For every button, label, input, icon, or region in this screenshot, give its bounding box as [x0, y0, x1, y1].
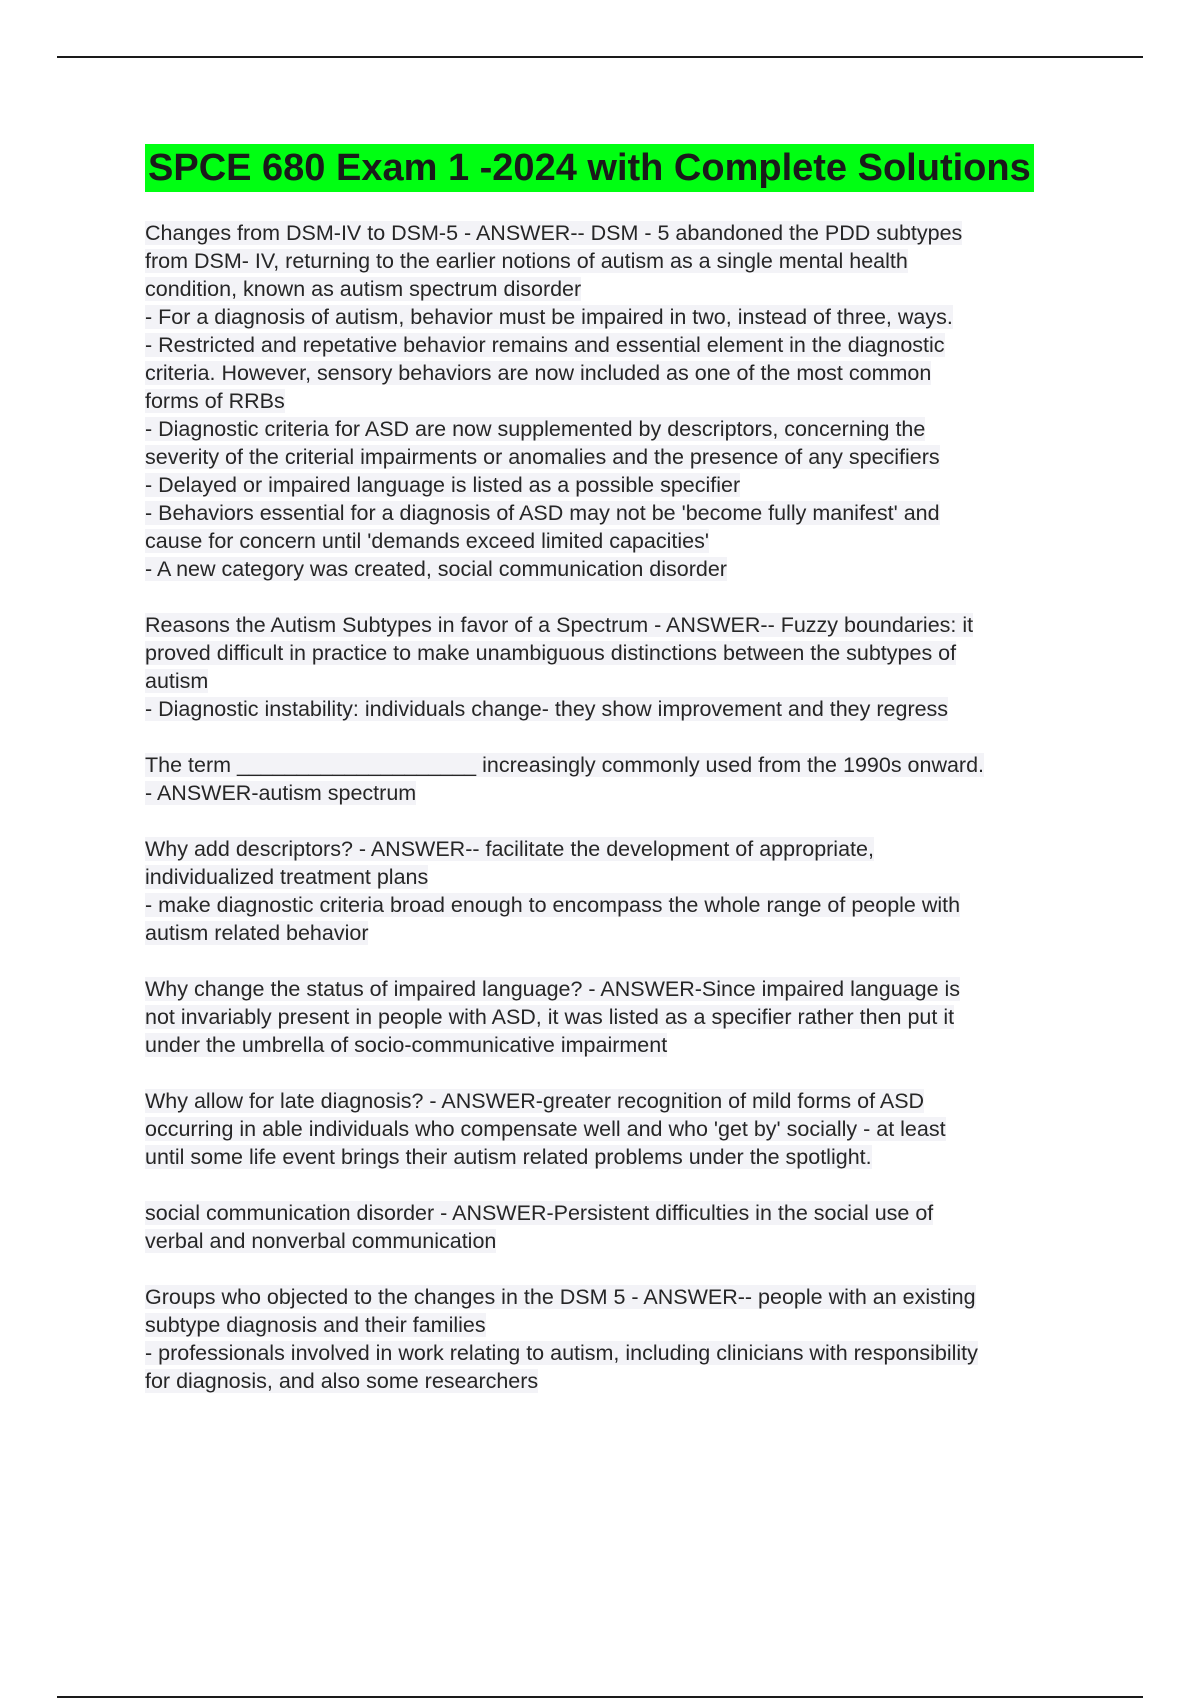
- qa-line: [145, 1283, 1085, 1311]
- qa-line: [145, 1199, 1085, 1227]
- qa-line-text: - ANSWER-autism spectrum: [145, 781, 417, 805]
- qa-line: [145, 975, 1085, 1003]
- qa-line-text: severity of the criterial impairments or anomalies and the presence of any specifiers: [145, 445, 940, 469]
- qa-line-text: - A new category was created, social communication disorder: [145, 557, 727, 581]
- qa-line: [145, 303, 1085, 331]
- qa-line: [145, 1115, 1085, 1143]
- qa-line-text: The term ____________________ increasingly commonly used from the 1990s onward.: [145, 753, 985, 777]
- qa-line: [145, 919, 1085, 947]
- qa-line-text: from DSM- IV, returning to the earlier notions of autism as a single mental health: [145, 249, 908, 273]
- qa-line: [145, 1031, 1085, 1059]
- qa-line-text: - Delayed or impaired language is listed as a possible specifier: [145, 473, 741, 497]
- qa-line-text: occurring in able individuals who compensate well and who 'get by' socially - at least: [145, 1117, 946, 1141]
- qa-line-text: condition, known as autism spectrum disorder: [145, 277, 582, 301]
- qa-line: [145, 1339, 1085, 1367]
- qa-line-text: autism: [145, 669, 209, 693]
- qa-line: [145, 219, 1085, 247]
- qa-line-text: verbal and nonverbal communication: [145, 1229, 497, 1253]
- qa-line-text: not invariably present in people with ASD, it was listed as a specifier rather then put it: [145, 1005, 955, 1029]
- qa-line-text: - professionals involved in work relating to autism, including clinicians with responsibility: [145, 1341, 978, 1365]
- qa-line-text: individualized treatment plans: [145, 865, 429, 889]
- qa-line-text: - For a diagnosis of autism, behavior must be impaired in two, instead of three, ways.: [145, 305, 953, 329]
- qa-line-text: - Diagnostic instability: individuals change- they show improvement and they regress: [145, 697, 949, 721]
- qa-line-text: cause for concern until 'demands exceed limited capacities': [145, 529, 709, 553]
- qa-line: [145, 891, 1085, 919]
- qa-line: [145, 527, 1085, 555]
- qa-line-text: - make diagnostic criteria broad enough to encompass the whole range of people with: [145, 893, 961, 917]
- qa-line-text: Reasons the Autism Subtypes in favor of a Spectrum - ANSWER-- Fuzzy boundaries: it: [145, 613, 974, 637]
- qa-line: [145, 695, 1085, 723]
- qa-line-text: proved difficult in practice to make unambiguous distinctions between the subtypes of: [145, 641, 957, 665]
- qa-line: [145, 275, 1085, 303]
- qa-line-text: autism related behavior: [145, 921, 369, 945]
- qa-line: [145, 471, 1085, 499]
- qa-line: [145, 1311, 1085, 1339]
- qa-item: [145, 751, 1085, 807]
- qa-line-text: for diagnosis, and also some researchers: [145, 1369, 539, 1393]
- qa-item: [145, 611, 1085, 723]
- qa-line-text: under the umbrella of socio-communicative impairment: [145, 1033, 668, 1057]
- qa-item: [145, 835, 1085, 947]
- qa-line-text: social communication disorder - ANSWER-Persistent difficulties in the social use of: [145, 1201, 934, 1225]
- qa-line: [145, 499, 1085, 527]
- qa-line-text: subtype diagnosis and their families: [145, 1313, 486, 1337]
- qa-line: [145, 1367, 1085, 1395]
- qa-line: [145, 443, 1085, 471]
- qa-line: [145, 1143, 1085, 1171]
- qa-line: [145, 751, 1085, 779]
- qa-line: [145, 863, 1085, 891]
- qa-line-text: forms of RRBs: [145, 389, 285, 413]
- bottom-rule: [57, 1696, 1143, 1698]
- qa-line-text: Why allow for late diagnosis? - ANSWER-greater recognition of mild forms of ASD: [145, 1089, 925, 1113]
- qa-item: [145, 975, 1085, 1059]
- qa-line: [145, 359, 1085, 387]
- qa-line: [145, 1227, 1085, 1255]
- qa-line: [145, 247, 1085, 275]
- document-title: SPCE 680 Exam 1 -2024 with Complete Solutions: [145, 144, 1034, 192]
- qa-line: [145, 415, 1085, 443]
- qa-line-text: - Diagnostic criteria for ASD are now supplemented by descriptors, concerning the: [145, 417, 926, 441]
- qa-line: [145, 1087, 1085, 1115]
- qa-line: [145, 1003, 1085, 1031]
- qa-line: [145, 331, 1085, 359]
- qa-line-text: - Behaviors essential for a diagnosis of ASD may not be 'become fully manifest' and: [145, 501, 940, 525]
- qa-line: [145, 387, 1085, 415]
- qa-line-text: criteria. However, sensory behaviors are now included as one of the most common: [145, 361, 932, 385]
- qa-item: [145, 1199, 1085, 1255]
- qa-line-text: Changes from DSM-IV to DSM-5 - ANSWER-- DSM - 5 abandoned the PDD subtypes: [145, 221, 963, 245]
- qa-line-text: Groups who objected to the changes in the DSM 5 - ANSWER-- people with an existing: [145, 1285, 976, 1309]
- qa-line: [145, 639, 1085, 667]
- qa-item: [145, 219, 1085, 583]
- qa-line: [145, 667, 1085, 695]
- title-block: [145, 144, 1085, 192]
- qa-item: [145, 1087, 1085, 1171]
- qa-line: [145, 835, 1085, 863]
- qa-line-text: until some life event brings their autism related problems under the spotlight.: [145, 1145, 872, 1169]
- qa-line: [145, 611, 1085, 639]
- qa-line: [145, 779, 1085, 807]
- qa-line-text: Why change the status of impaired language? - ANSWER-Since impaired language is: [145, 977, 961, 1001]
- qa-line-text: Why add descriptors? - ANSWER-- facilitate the development of appropriate,: [145, 837, 874, 861]
- qa-line: [145, 555, 1085, 583]
- document-body: [145, 219, 1085, 1423]
- qa-line-text: - Restricted and repetative behavior remains and essential element in the diagnostic: [145, 333, 945, 357]
- qa-item: [145, 1283, 1085, 1395]
- top-rule: [57, 56, 1143, 58]
